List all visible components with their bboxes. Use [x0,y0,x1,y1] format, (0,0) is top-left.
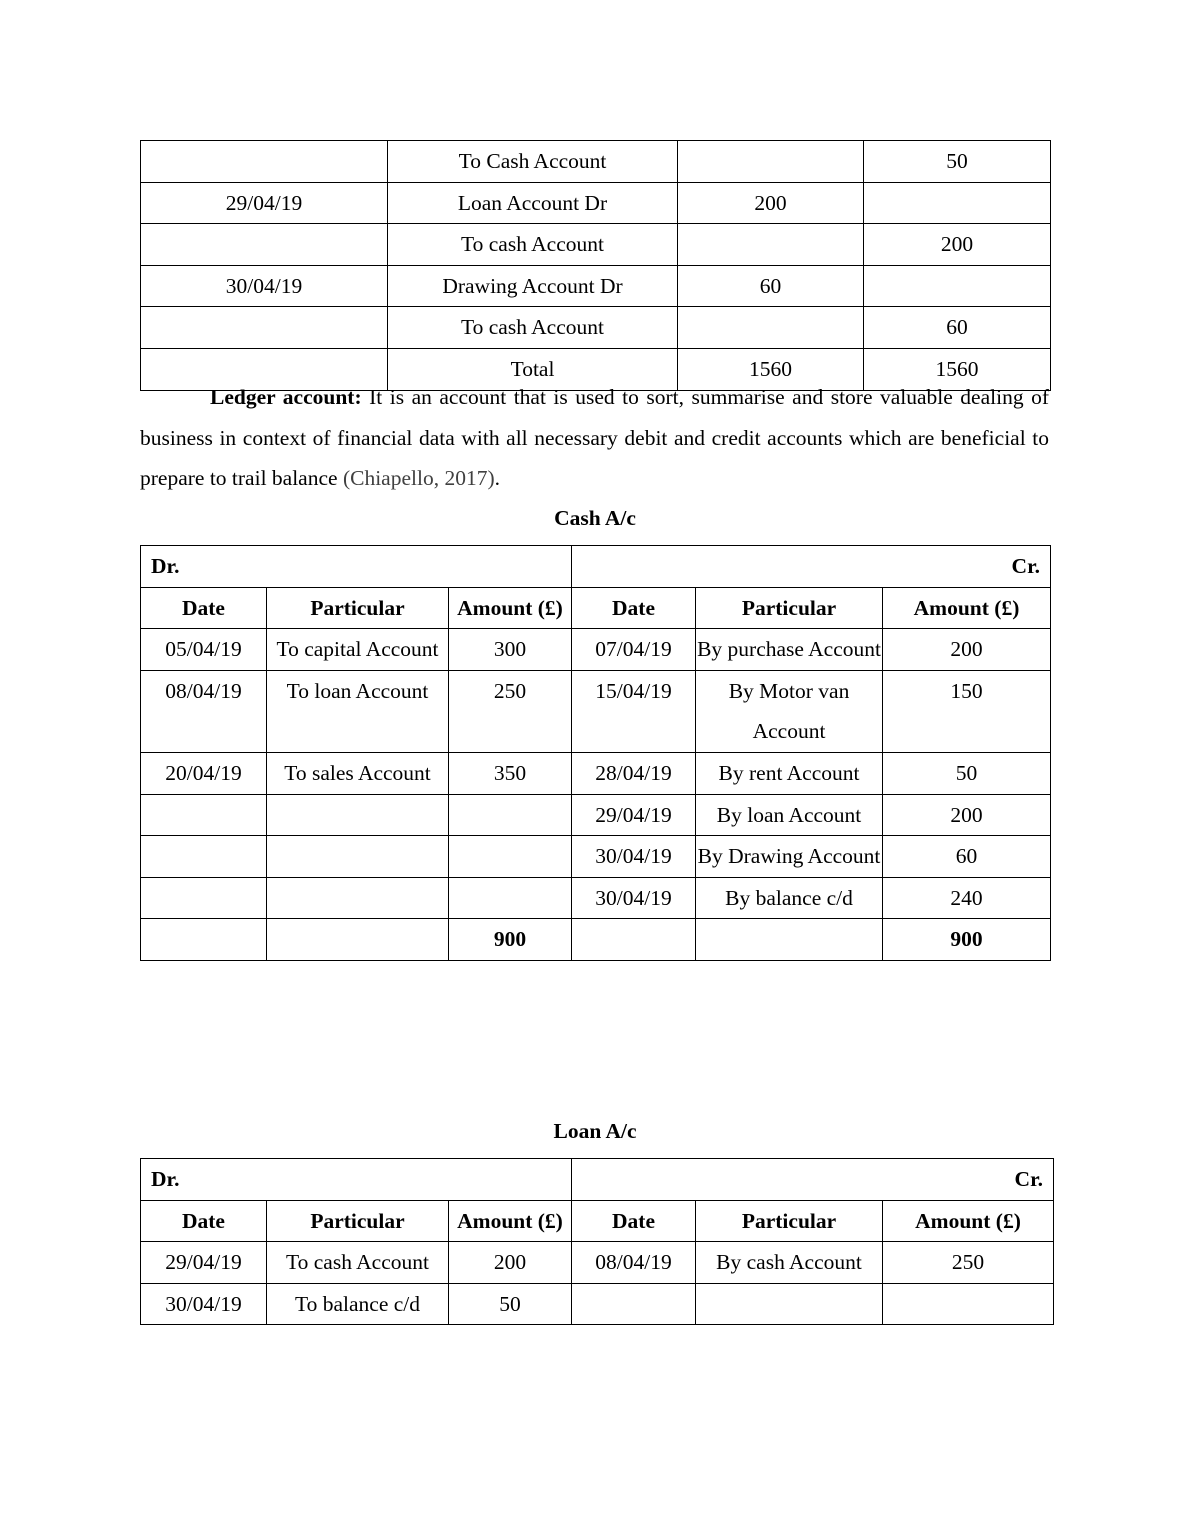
journal-date [141,224,388,266]
dr-amount: 300 [449,629,572,671]
cr-date: 30/04/19 [572,877,696,919]
cr-particular: By rent Account [696,752,883,794]
journal-credit: 50 [864,141,1051,183]
cr-date: 28/04/19 [572,752,696,794]
cr-particular [696,919,883,961]
header-row [141,587,1051,629]
cr-amount: 200 [883,794,1051,836]
journal-credit [864,182,1051,224]
journal-total-debit: 1560 [678,348,864,390]
credit-side-label: Cr. [572,1159,1054,1201]
journal-particular: Drawing Account Dr [388,265,678,307]
cr-amount: 200 [883,629,1051,671]
dr-amount: 250 [449,670,572,752]
cr-date: 07/04/19 [572,629,696,671]
dr-particular: To capital Account [267,629,449,671]
dr-date [141,794,267,836]
dr-cr-row [141,546,1051,588]
header-particular: Particular [696,1200,883,1242]
dr-date: 20/04/19 [141,752,267,794]
journal-particular: To Cash Account [388,141,678,183]
journal-credit: 200 [864,224,1051,266]
cr-amount: 50 [883,752,1051,794]
dr-date: 08/04/19 [141,670,267,752]
header-amount: Amount (£) [883,587,1051,629]
cr-particular: By cash Account [696,1242,883,1284]
cr-particular: By balance c/d [696,877,883,919]
header-date: Date [572,1200,696,1242]
journal-debit: 60 [678,265,864,307]
loan-account-title: Loan A/c [553,1119,637,1143]
journal-date [141,141,388,183]
cr-particular [696,1283,883,1325]
cr-date [572,919,696,961]
dr-date: 29/04/19 [141,1242,267,1284]
header-amount: Amount (£) [449,587,572,629]
dr-particular [267,836,449,878]
dr-particular [267,794,449,836]
journal-debit [678,307,864,349]
journal-row [141,307,1051,349]
journal-date: 29/04/19 [141,182,388,224]
table-row [141,629,1051,671]
dr-date [141,877,267,919]
cash-account-title: Cash A/c [554,506,636,530]
cr-amount: 150 [883,670,1051,752]
table-row [141,1242,1054,1284]
header-particular: Particular [267,1200,449,1242]
dr-particular: To cash Account [267,1242,449,1284]
table-row [141,794,1051,836]
table-row [141,877,1051,919]
header-amount: Amount (£) [449,1200,572,1242]
journal-date: 30/04/19 [141,265,388,307]
header-particular: Particular [267,587,449,629]
dr-particular: To loan Account [267,670,449,752]
journal-row [141,224,1051,266]
cr-amount: 240 [883,877,1051,919]
cr-total: 900 [883,919,1051,961]
dr-particular [267,919,449,961]
cr-amount: 60 [883,836,1051,878]
dr-date: 30/04/19 [141,1283,267,1325]
journal-row [141,265,1051,307]
table-row [141,836,1051,878]
journal-debit: 200 [678,182,864,224]
cr-amount [883,1283,1054,1325]
cr-particular: By purchase Account [696,629,883,671]
journal-total-label: Total [388,348,678,390]
dr-amount [449,794,572,836]
header-amount: Amount (£) [883,1200,1054,1242]
dr-amount: 350 [449,752,572,794]
journal-credit: 60 [864,307,1051,349]
dr-particular: To balance c/d [267,1283,449,1325]
credit-side-label: Cr. [572,546,1051,588]
cr-date: 30/04/19 [572,836,696,878]
header-particular: Particular [696,587,883,629]
cr-date: 08/04/19 [572,1242,696,1284]
totals-row [141,919,1051,961]
cr-particular: By loan Account [696,794,883,836]
debit-side-label: Dr. [141,1159,572,1201]
header-date: Date [141,1200,267,1242]
cr-date: 29/04/19 [572,794,696,836]
cr-date [572,1283,696,1325]
dr-amount [449,836,572,878]
journal-particular: Loan Account Dr [388,182,678,224]
table-row [141,752,1051,794]
journal-particular: To cash Account [388,307,678,349]
cash-ledger-table [140,545,1051,961]
citation: (Chiapello, 2017) [342,466,495,490]
paragraph-body: It is an account that is used to sort, summarise and store valuable dealing of business in context of financial data with all necessary debit and credit accounts which are beneficial to prepare to trail balance [140,385,1049,490]
journal-credit [864,265,1051,307]
header-row [141,1200,1054,1242]
dr-amount [449,877,572,919]
dr-cr-row [141,1159,1054,1201]
dr-amount: 200 [449,1242,572,1284]
journal-debit [678,224,864,266]
cr-date: 15/04/19 [572,670,696,752]
dr-date: 05/04/19 [141,629,267,671]
cr-particular: By Motor van Account [696,670,883,752]
dr-amount: 50 [449,1283,572,1325]
journal-debit [678,141,864,183]
dr-date [141,836,267,878]
ledger-definition-paragraph [140,377,1049,499]
dr-total: 900 [449,919,572,961]
journal-row [141,141,1051,183]
header-date: Date [141,587,267,629]
journal-table [140,140,1051,391]
paragraph-lead: Ledger account: [210,385,362,409]
dr-date [141,919,267,961]
journal-date [141,307,388,349]
cr-particular: By Drawing Account [696,836,883,878]
journal-total-credit: 1560 [864,348,1051,390]
journal-row [141,182,1051,224]
table-row [141,670,1051,752]
dr-particular [267,877,449,919]
loan-ledger-table [140,1158,1054,1325]
debit-side-label: Dr. [141,546,572,588]
header-date: Date [572,587,696,629]
cr-amount: 250 [883,1242,1054,1284]
table-row [141,1283,1054,1325]
journal-particular: To cash Account [388,224,678,266]
dr-particular: To sales Account [267,752,449,794]
paragraph-end: . [494,466,500,490]
